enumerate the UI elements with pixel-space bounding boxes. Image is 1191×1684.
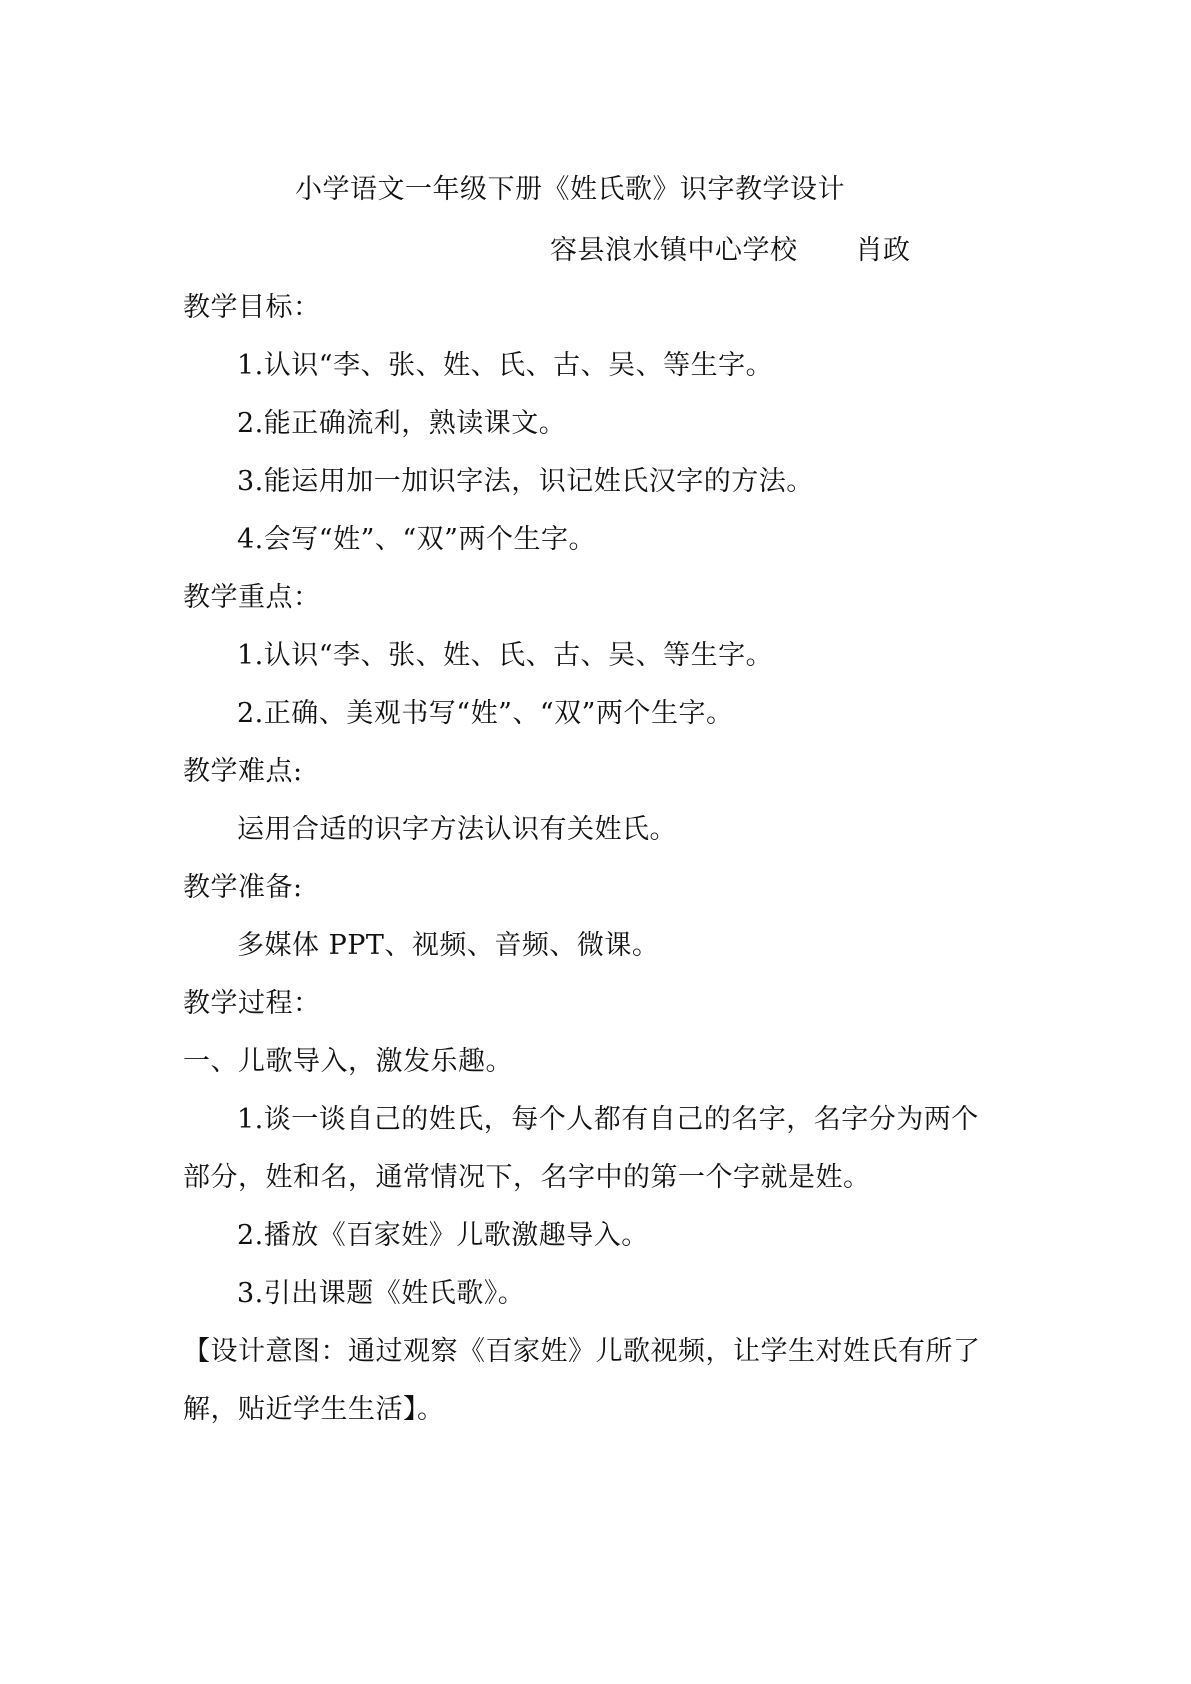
section-heading: 一、儿歌导入，激发乐趣。 bbox=[183, 1046, 513, 1077]
section-item-line: 部分，姓和名，通常情况下，名字中的第一个字就是姓。 bbox=[183, 1162, 871, 1193]
objective-item: 3.能运用加一加识字法，识记姓氏汉字的方法。 bbox=[237, 466, 814, 497]
author-line bbox=[550, 233, 911, 269]
document-title: 小学语文一年级下册《姓氏歌》识字教学设计 bbox=[295, 174, 845, 205]
key-point-item: 2.正确、美观书写“姓”、“双”两个生字。 bbox=[237, 698, 734, 729]
section-item: 2.播放《百家姓》儿歌激趣导入。 bbox=[237, 1220, 649, 1251]
objectives-heading: 教学目标： bbox=[183, 292, 321, 323]
author-name: 肖政 bbox=[855, 235, 911, 266]
key-points-heading: 教学重点： bbox=[183, 582, 321, 613]
key-point-item: 1.认识“李、张、姓、氏、古、吴、等生字。 bbox=[237, 640, 774, 671]
process-heading: 教学过程： bbox=[183, 988, 321, 1019]
objective-item: 1.认识“李、张、姓、氏、古、吴、等生字。 bbox=[237, 350, 774, 381]
author-school: 容县浪水镇中心学校 bbox=[550, 235, 798, 266]
design-intent-line: 【设计意图：通过观察《百家姓》儿歌视频，让学生对姓氏有所了 bbox=[183, 1336, 981, 1367]
difficulty-text: 运用合适的识字方法认识有关姓氏。 bbox=[237, 814, 677, 845]
section-item-line: 1.谈一谈自己的姓氏，每个人都有自己的名字，名字分为两个 bbox=[237, 1104, 979, 1135]
preparation-heading: 教学准备: bbox=[183, 872, 303, 903]
preparation-text: 多媒体 PPT、视频、音频、微课。 bbox=[237, 930, 660, 961]
objective-item: 4.会写“姓”、“双”两个生字。 bbox=[237, 524, 596, 555]
design-intent-line: 解，贴近学生生活】。 bbox=[183, 1394, 445, 1425]
section-item: 3.引出课题《姓氏歌》。 bbox=[237, 1278, 526, 1309]
difficulty-heading: 教学难点: bbox=[183, 756, 303, 787]
objective-item: 2.能正确流利，熟读课文。 bbox=[237, 408, 567, 439]
